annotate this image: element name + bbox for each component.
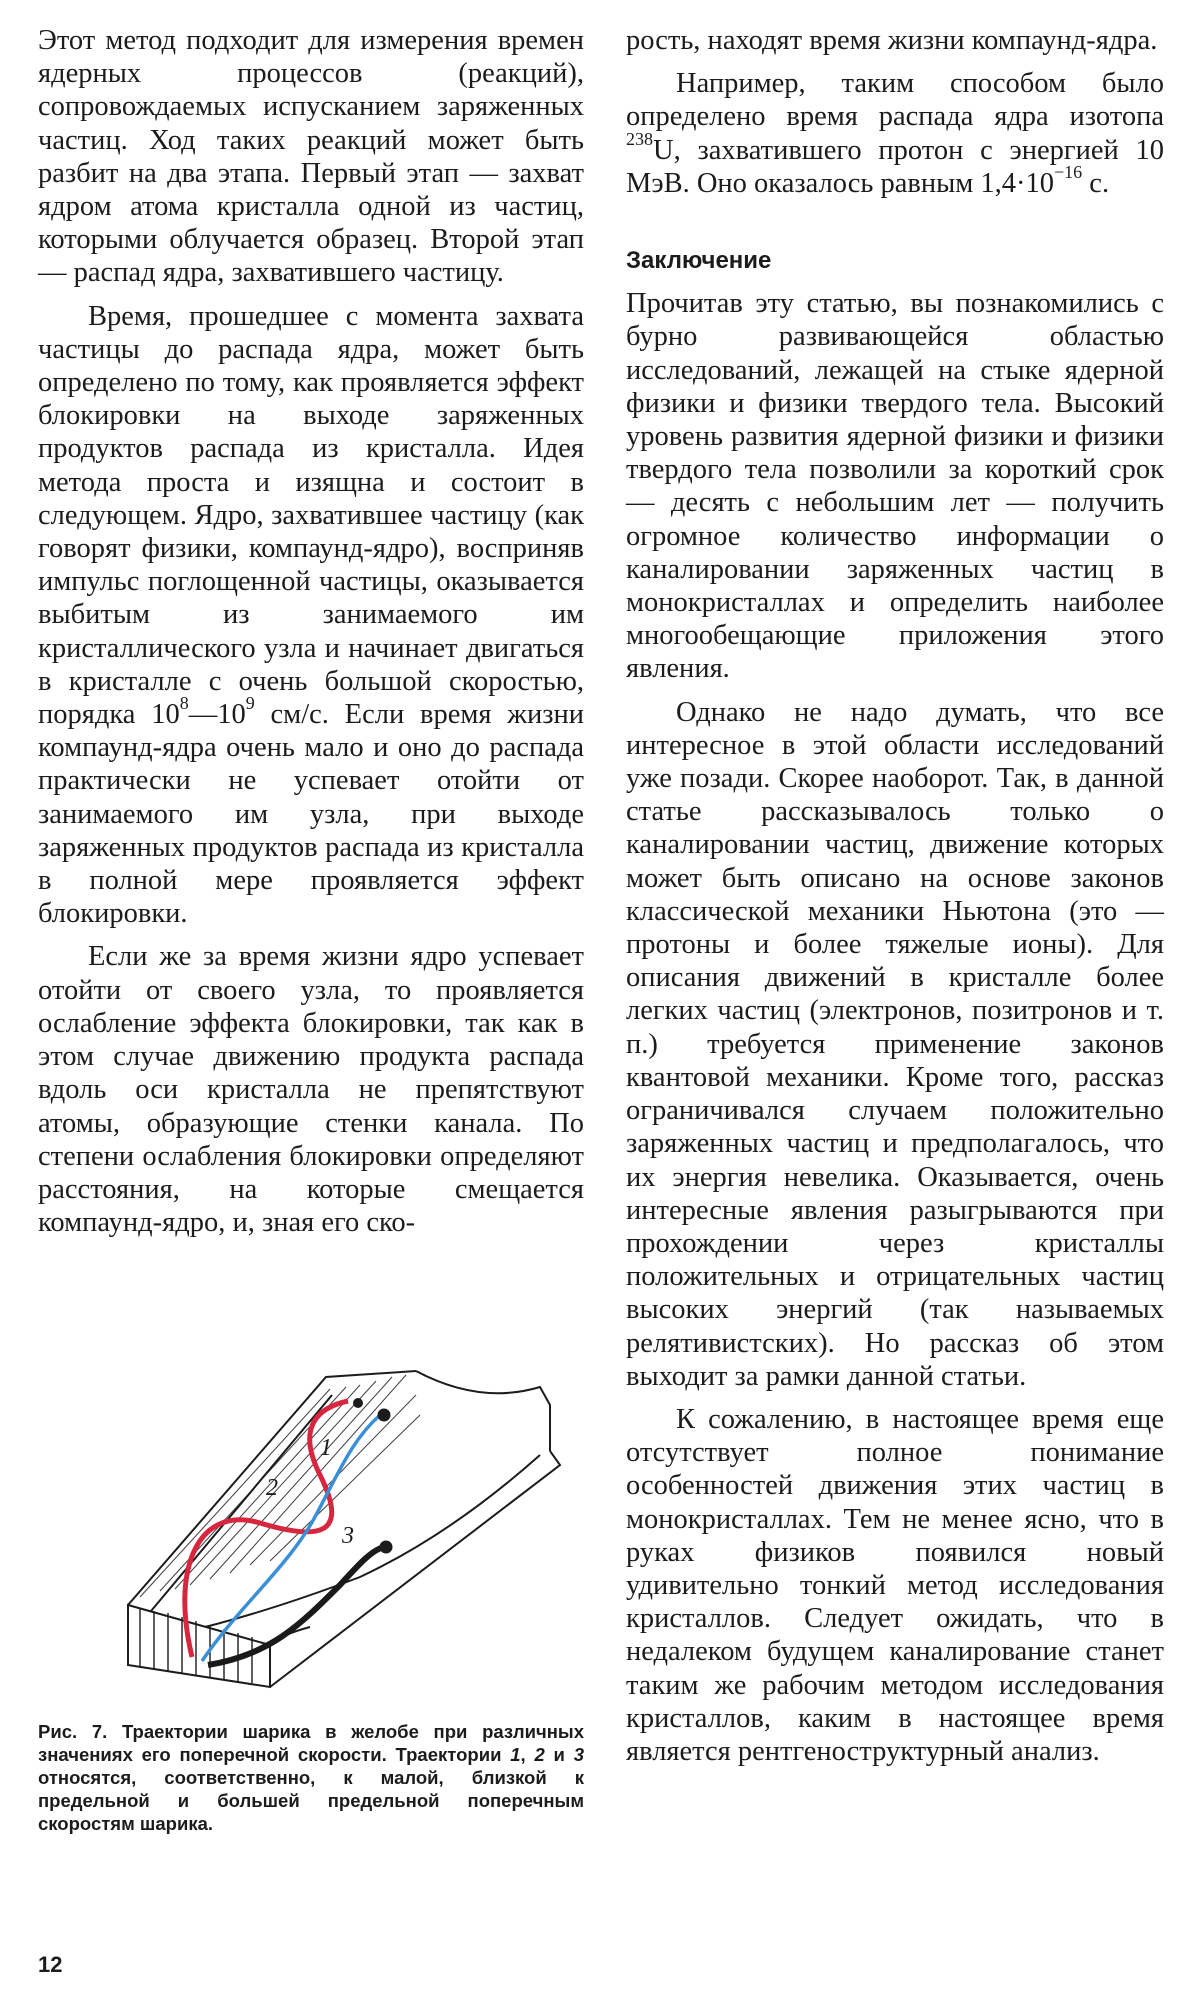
paragraph: Этот метод подходит для измерения времен ядерных процессов (реакций), сопровождаемых испусканием заряженных частиц. Ход таких реакций может быть разбит на два этапа. Первый этап — захват ядром атома кристалла одной из частиц, которыми облучается образец. Второй этап — распад ядра, захватившего частицу.	[38, 25, 584, 289]
paragraph: Однако не надо думать, что все интересное в этой области исследований уже позади. Скорее наоборот. Так, в данной статье рассказывалось только о каналировании частиц, движение которых может быть описано на основе законов классической механики Ньютона (это — протоны и более тяжелые ионы). Для описания движений в кристалле более легких частиц (электронов, позитронов и т. п.) требуется применение законов квантовой механики. Кроме того, рассказ ограничивался случаем положительно заряженных частиц и предполагалось, что их энергия невелика. Оказывается, очень интересные явления разыгрываются при прохождении через кристаллы положительных и отрицательных частиц высоких энергий (так называемых релятивистских). Но рассказ об этом выходит за рамки данной статьи.	[626, 696, 1164, 1392]
paragraph: Прочитав эту статью, вы познакомились с бурно развивающейся областью исследований, лежащей на стыке ядерной физики и физики твердого тела. Высокий уровень развития ядерной физики и физики твердого тела позволили за короткий срок — десять с небольшим лет — получить огромное количество информации о каналировании заряженных частиц в монокристаллах и определить наиболее многообещающие приложения этого явления.	[626, 288, 1164, 685]
paragraph: Время, прошедшее с момента захвата частицы до распада ядра, может быть определено по тому, как проявляется эффект блокировки на выходе заряженных продуктов распада из кристалла. Идея метода проста и изящна и состоит в следующем. Ядро, захватившее частицу (как говорят физики, компаунд-ядро), восприняв импульс поглощенной частицы, оказывается выбитым из занимаемого им кристаллического узла и начинает двигаться в кристалле с очень большой скоростью, порядка $10^8—10^9$ см/с. Если время жизни компаунд-ядра очень мало и оно до распада практически не успевает отойти от занимаемого им узла, при выходе заряженных продуктов распада из кристалла в полной мере проявляется эффект блокировки.	[38, 300, 585, 930]
figure-caption: Рис. 7. Траектории шарика в желобе при различных значениях его поперечной скорости. Траектории 1, 2 и 3 относятся, соответственно, к малой, близкой к предельной и большей предельной поперечным скоростям шарика.	[38, 1721, 585, 1834]
paragraph: Если же за время жизни ядро успевает отойти от своего узла, то проявляется ослабление эффекта блокировки, так как в этом случае движению продукта распада вдоль оси кристалла не препятствуют атомы, образующие стенки канала. По степени ослабления блокировки определяют расстояния, на которые смещается компаунд-ядро, и, зная его ско-	[38, 941, 584, 1239]
left-column	[38, 24, 584, 1239]
groove-front-face	[128, 1605, 270, 1687]
page-number: 12	[38, 1952, 63, 1977]
trajectory-label-1: 1	[320, 1435, 332, 1461]
ball-end-1	[378, 1409, 391, 1422]
ball-end-3	[380, 1541, 393, 1554]
trajectory-label-3: 3	[342, 1523, 354, 1549]
paragraph: К сожалению, в настоящее время еще отсутствует полное понимание особенностей движения этих частиц в монокристаллах. Тем не менее ясно, что в руках физиков появился новый удивительно тонкий метод исследования кристаллов. Следует ожидать, что в недалеком будущем каналирование станет таким же рабочим методом исследования кристаллов, каким в настоящее время является рентгеноструктурный анализ.	[626, 1403, 1164, 1767]
paragraph: рость, находят время жизни компаунд-ядра.	[626, 25, 1158, 56]
ball-start-1	[353, 1398, 363, 1408]
groove-wall-hatching	[140, 1375, 420, 1597]
trajectory-label-2: 2	[266, 1475, 278, 1501]
section-heading: Заключение	[626, 247, 772, 275]
right-column	[626, 24, 1164, 1768]
groove-trajectory-illustration	[120, 1365, 582, 1693]
paragraph: Например, таким способом было определено время распада ядра изотопа $^{238}$U, захватившего протон с энергией 10 МэВ. Оно оказалось равным $1,4\cdot 10^{-16}$ с.	[626, 68, 1164, 199]
